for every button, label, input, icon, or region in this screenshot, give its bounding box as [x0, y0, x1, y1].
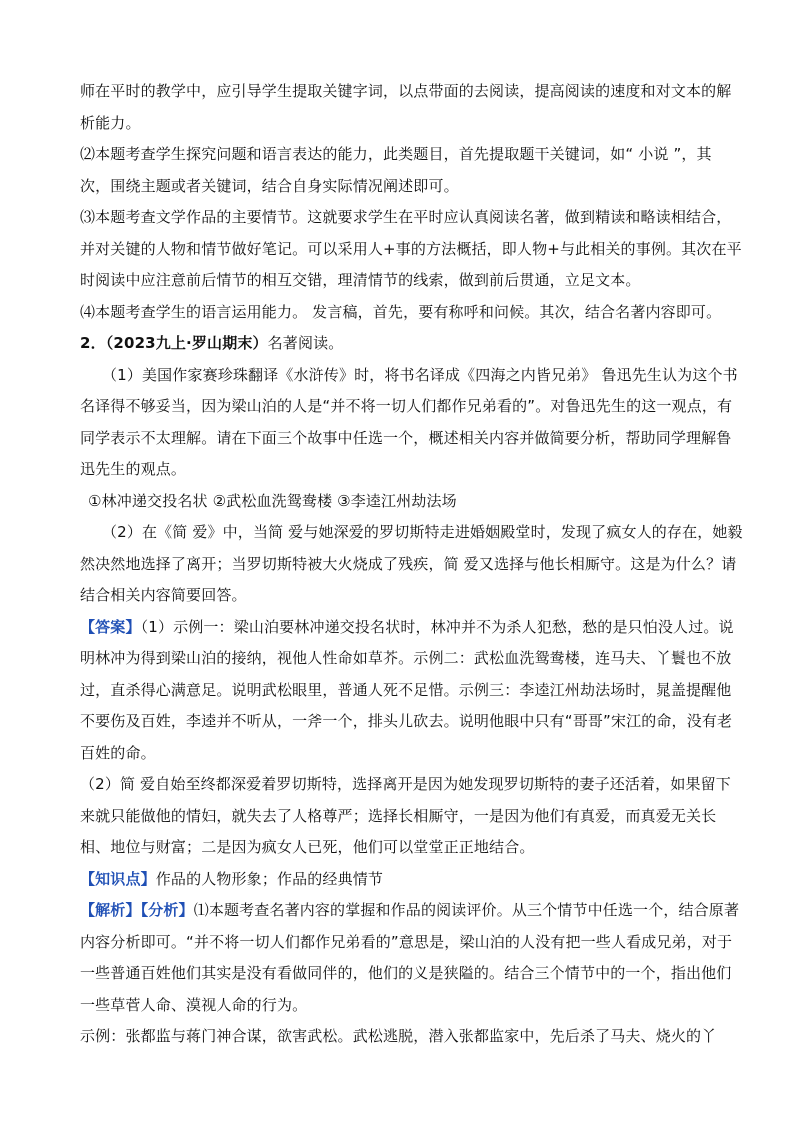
text-line: （1）示例一：梁山泊要林冲递交投名状时，林冲并不为杀人犯愁，愁的是只怕没人过。说	[140, 617, 734, 636]
text-line: （1）美国作家赛珍珠翻译《水浒传》时，将书名译成《四海之内皆兄弟》 鲁迅先生认为这个书	[102, 365, 738, 384]
answer-section	[80, 612, 734, 864]
analysis-first-line	[80, 895, 740, 927]
text-line: 然决然地选择了离开；当罗切斯特被大火烧成了残疾，简 爱又选择与他长相厮守。这是为什么？请	[80, 554, 737, 573]
answer-tag: 【答案】	[80, 617, 141, 636]
question-title: 名著阅读。	[267, 334, 344, 352]
text-line: 不要伤及百姓，李逵并不听从，一斧一个，排头儿砍去。说明他眼中只有“哥哥”宋江的命，没有老	[80, 712, 733, 730]
text-line: 过，直杀得心满意足。说明武松眼里，普通人死不足惜。示例三：李逵江州劫法场时，晁盖提醒他	[80, 680, 732, 699]
text-line: 一些草菅人命、漠视人命的行为。	[80, 995, 308, 1014]
text-line: 结合相关内容简要回答。	[80, 586, 247, 604]
document-content	[80, 76, 743, 1053]
text-line: 明林冲为得到梁山泊的接纳，视他人性命如草芥。示例二：武松血洗鸳鸯楼，连马夫、丫鬟也不放	[80, 649, 732, 667]
intro-section	[80, 76, 742, 328]
text-line: 相、地位与财富；二是因为疯女人已死，他们可以堂堂正正地结合。	[80, 838, 535, 856]
question-number: 2．	[80, 334, 106, 352]
text-line: 一些普通百姓他们其实是没有看做同伴的，他们的义是狭隘的。结合三个情节中的一个，指出他们	[80, 964, 732, 982]
text-line: 来就只能做他的情妇，就失去了人格尊严；选择长相厮守，一是因为他们有真爱，而真爱无关长	[80, 806, 717, 825]
text-line: 内容分析即可。“并不将一切人们都作兄弟看的”意思是，梁山泊的人没有把一些人看成兄弟，对于	[80, 932, 733, 951]
text-line: 次，围绕主题或者关键词，结合自身实际情况阐述即可。	[80, 176, 459, 195]
analysis-tag: 【解析】【分析】	[80, 901, 194, 919]
text-line: 析能力。	[80, 113, 141, 132]
text-line: 名译得不够妥当，因为梁山泊的人是“并不将一切人们都作兄弟看的”。对鲁迅先生的这一观点，有	[80, 397, 733, 415]
text-line: 同学表示不太理解。请在下面三个故事中任选一个，概述相关内容并做简要分析，帮助同学理解鲁	[80, 428, 732, 447]
question-heading	[80, 328, 714, 360]
story-options: ①林冲递交投名状 ②武松血洗鸳鸯楼 ③李逵江州劫法场	[88, 491, 457, 510]
text-line: （2）在《简 爱》中，当简 爱与她深爱的罗切斯特走进婚姻殿堂时，发现了疯女人的存在，她毅	[102, 523, 743, 541]
question-source: （2023九上·罗山期末）	[105, 334, 268, 352]
text-line: ⑶本题考查文学作品的主要情节。这就要求学生在平时应认真阅读名著，做到精读和略读相结合，	[80, 208, 732, 226]
text-line: 师在平时的教学中，应引导学生提取关键字词，以点带面的去阅读，提高阅读的速度和对文本的解	[80, 82, 732, 100]
text-line: ⑷本题考查学生的语言运用能力。 发言稿，首先，要有称呼和问候。其次，结合名著内容即可。	[80, 302, 722, 321]
text-line: 示例：张都监与蒋门神合谋，欲害武松。武松逃脱，潜入张都监家中，先后杀了马夫、烧火的丫	[80, 1027, 717, 1045]
text-line: ⑴本题考查名著内容的掌握和作品的阅读评价。从三个情节中任选一个，结合原著	[193, 901, 740, 919]
knowledge-point	[80, 864, 714, 896]
knowledge-text: 作品的人物形象；作品的经典情节	[155, 869, 384, 888]
text-line: 并对关键的人物和情节做好笔记。可以采用人+事的方法概括，即人物+与此相关的事例。其次在平	[80, 239, 742, 258]
text-line: （2）简 爱自始至终都深爱着罗切斯特，选择离开是因为她发现罗切斯特的妻子还活着，如果留下	[80, 775, 731, 793]
analysis-section	[80, 895, 740, 1053]
answer-first-line	[80, 612, 734, 644]
knowledge-tag: 【知识点】	[80, 869, 156, 888]
text-line: 百姓的命。	[80, 743, 156, 762]
text-line: 时阅读中应注意前后情节的相互交错，理清情节的线索，做到前后贯通，立足文本。	[80, 271, 641, 289]
question-section	[80, 328, 743, 612]
text-line: ⑵本题考查学生探究问题和语言表达的能力，此类题目，首先提取题干关键词，如“ 小说 ”，其	[80, 145, 712, 163]
text-line: 迅先生的观点。	[80, 460, 187, 478]
